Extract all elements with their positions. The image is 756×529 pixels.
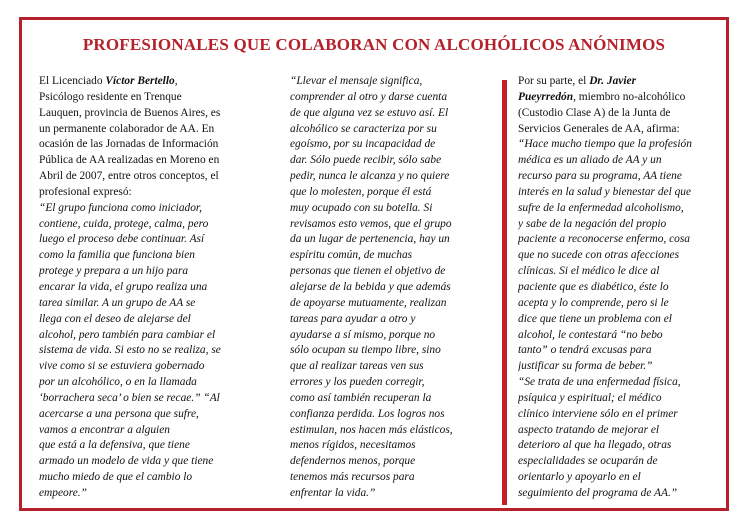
quote-line: pedir, nunca le alcanza y no quiere bbox=[290, 170, 450, 183]
quote-line: paciente que es diabético, éste lo bbox=[518, 280, 669, 293]
quote-line: sólo ocupan su tiempo libre, sino bbox=[290, 344, 441, 357]
quote-line: acepta y lo comprende, pero si le bbox=[518, 296, 669, 309]
quote-line: alcohol, pero también para cambiar el bbox=[39, 328, 216, 341]
quote-line: luego el proceso debe continuar. Así bbox=[39, 233, 205, 246]
quote-line: protege y prepara a un hijo para bbox=[39, 265, 189, 278]
text-line: El Licenciado Víctor Bertello, bbox=[39, 75, 178, 87]
column-bertello bbox=[39, 74, 259, 502]
text-line: Pública de AA realizadas en Moreno en bbox=[39, 154, 220, 167]
quote-line: tenemos más recursos para bbox=[290, 471, 415, 484]
quote-line: defendernos menos, porque bbox=[290, 455, 416, 468]
text-line: Servicios Generales de AA, afirma: bbox=[518, 122, 680, 135]
text-line: profesional expresó: bbox=[39, 185, 132, 198]
text-line: ocasión de las Jornadas de Información bbox=[39, 138, 219, 151]
quote-line: “El grupo funciona como iniciador, bbox=[39, 201, 202, 214]
quote-line: dar. Sólo puede recibir, sólo sabe bbox=[290, 154, 442, 167]
quote-line: armado un modelo de vida y que tiene bbox=[39, 455, 214, 468]
name-pueyrredon-surname: Pueyrredón bbox=[518, 90, 574, 103]
quote-line: tarea similar. A un grupo de AA se bbox=[39, 296, 196, 309]
quote-line: espíritu común, de muchas bbox=[290, 249, 413, 262]
quote-line: tanto” o tendrá excusas para bbox=[518, 344, 652, 357]
quote-line: tareas para ayudar a otro y bbox=[290, 312, 416, 325]
quote-line: deterioro al que ha llegado, otras bbox=[518, 439, 672, 452]
quote-line: clínicas. Si el médico le dice al bbox=[518, 265, 660, 278]
quote-line: “Hace mucho tiempo que la profesión bbox=[518, 138, 692, 151]
quote-line: menos rígidos, necesitamos bbox=[290, 439, 416, 452]
quote-line: sistema de vida. Si esto no se realiza, se bbox=[39, 344, 221, 357]
quote-line: llega con el deseo de alejarse del bbox=[39, 312, 191, 325]
quote-line: confianza perdida. Los logros nos bbox=[290, 407, 445, 420]
text-line: un permanente colaborador de AA. En bbox=[39, 122, 215, 135]
quote-line: acercarse a una persona que sufre, bbox=[39, 407, 199, 420]
quote-line: revisamos esto vemos, que el grupo bbox=[290, 217, 452, 230]
quote-line: aspecto tratando de mejorar el bbox=[518, 423, 660, 436]
quote-line: que al realizar tareas ven sus bbox=[290, 360, 424, 373]
quote-line: dice que tiene un problema con el bbox=[518, 312, 672, 325]
quote-line: por un alcohólico, o en la llamada bbox=[39, 376, 197, 389]
quote-line: alejarse de la bebida y que además bbox=[290, 280, 451, 293]
quote-line: vive como si se estuviera gobernado bbox=[39, 360, 205, 373]
quote-line: paciente a reconocerse enfermo, cosa bbox=[518, 233, 690, 246]
quote-line: errores y los pueden corregir, bbox=[290, 376, 425, 389]
quote-line: como así también recuperan la bbox=[290, 391, 432, 404]
quote-line: contiene, cuida, protege, calma, pero bbox=[39, 217, 209, 230]
quote-line: ‘borrachera seca’ o bien se recae.” “Al bbox=[39, 391, 220, 404]
article-frame bbox=[19, 17, 729, 511]
quote-line: que está a la defensiva, que tiene bbox=[39, 439, 190, 452]
quote-line: orientarlo y apoyarlo en el bbox=[518, 471, 641, 484]
quote-line: encarar la vida, el grupo realiza una bbox=[39, 280, 208, 293]
quote-line: alcohol, le contestará “no bebo bbox=[518, 328, 663, 341]
text-line: Psicólogo residente en Trenque bbox=[39, 90, 182, 103]
quote-line: alcohólico se caracteriza por su bbox=[290, 122, 437, 135]
quote-line: comprender al otro y darse cuenta bbox=[290, 90, 448, 103]
quote-line: que no sucede con otras afecciones bbox=[518, 249, 680, 262]
quote-line: sufre de la enfermedad alcoholismo, bbox=[518, 201, 684, 214]
quote-line: psíquica y espiritual; el médico bbox=[518, 391, 662, 404]
column-quote-middle bbox=[290, 74, 501, 502]
quote-line: “Se trata de una enfermedad física, bbox=[518, 376, 681, 389]
quote-line: seguimiento del programa de AA.” bbox=[518, 486, 678, 499]
text-line: Lauquen, provincia de Buenos Aires, es bbox=[39, 106, 221, 119]
name-pueyrredon: Dr. Javier bbox=[589, 75, 637, 87]
quote-line: egoísmo, por su incapacidad de bbox=[290, 138, 436, 151]
quote-line: recurso para su programa, AA tiene bbox=[518, 170, 682, 183]
quote-line: enfrentar la vida.” bbox=[290, 486, 376, 499]
quote-line: que lo molesten, porque él está bbox=[290, 185, 432, 198]
quote-line: de que alguna vez se estuvo así. El bbox=[290, 106, 449, 119]
text-line: Abril de 2007, entre otros conceptos, el bbox=[39, 170, 219, 183]
quote-line: especialidades se ocuparán de bbox=[518, 455, 658, 468]
name-bertello: Víctor Bertello bbox=[105, 75, 175, 87]
text-line: Por su parte, el Dr. Javier bbox=[518, 75, 637, 87]
quote-line: muy ocupado con su botella. Si bbox=[290, 201, 433, 214]
article-title: PROFESIONALES QUE COLABORAN CON ALCOHÓLICOS ANÓNIMOS bbox=[82, 35, 666, 54]
quote-line: justificar su forma de beber.” bbox=[518, 360, 653, 373]
quote-line: “Llevar el mensaje significa, bbox=[290, 75, 423, 87]
quote-line: de apoyarse mutuamente, realizan bbox=[290, 296, 447, 309]
text-line: (Custodio Clase A) de la Junta de bbox=[518, 106, 671, 119]
quote-line: empeore.” bbox=[39, 486, 87, 499]
quote-line: interés en la salud y bienestar del que bbox=[518, 185, 692, 198]
quote-line: y sabe de la negación del propio bbox=[518, 217, 667, 230]
quote-line: mucho miedo de que el cambio lo bbox=[39, 471, 193, 484]
quote-line: da un lugar de pertenencia, hay un bbox=[290, 233, 450, 246]
column-pueyrredon bbox=[518, 74, 720, 502]
quote-line: médica es un aliado de AA y un bbox=[518, 154, 662, 167]
quote-line: como la familia que funciona bien bbox=[39, 249, 195, 262]
quote-line: vamos a encontrar a alguien bbox=[39, 423, 170, 436]
quote-line: estimulan, nos hacen más elásticos, bbox=[290, 423, 453, 436]
quote-line: clínico interviene sólo en el primer bbox=[518, 407, 678, 420]
quote-line: personas que tienen el objetivo de bbox=[290, 265, 446, 278]
text-line: Pueyrredón, miembro no-alcohólico bbox=[518, 90, 686, 103]
column-divider bbox=[502, 80, 507, 505]
quote-line: ayudarse a sí mismo, porque no bbox=[290, 328, 436, 341]
